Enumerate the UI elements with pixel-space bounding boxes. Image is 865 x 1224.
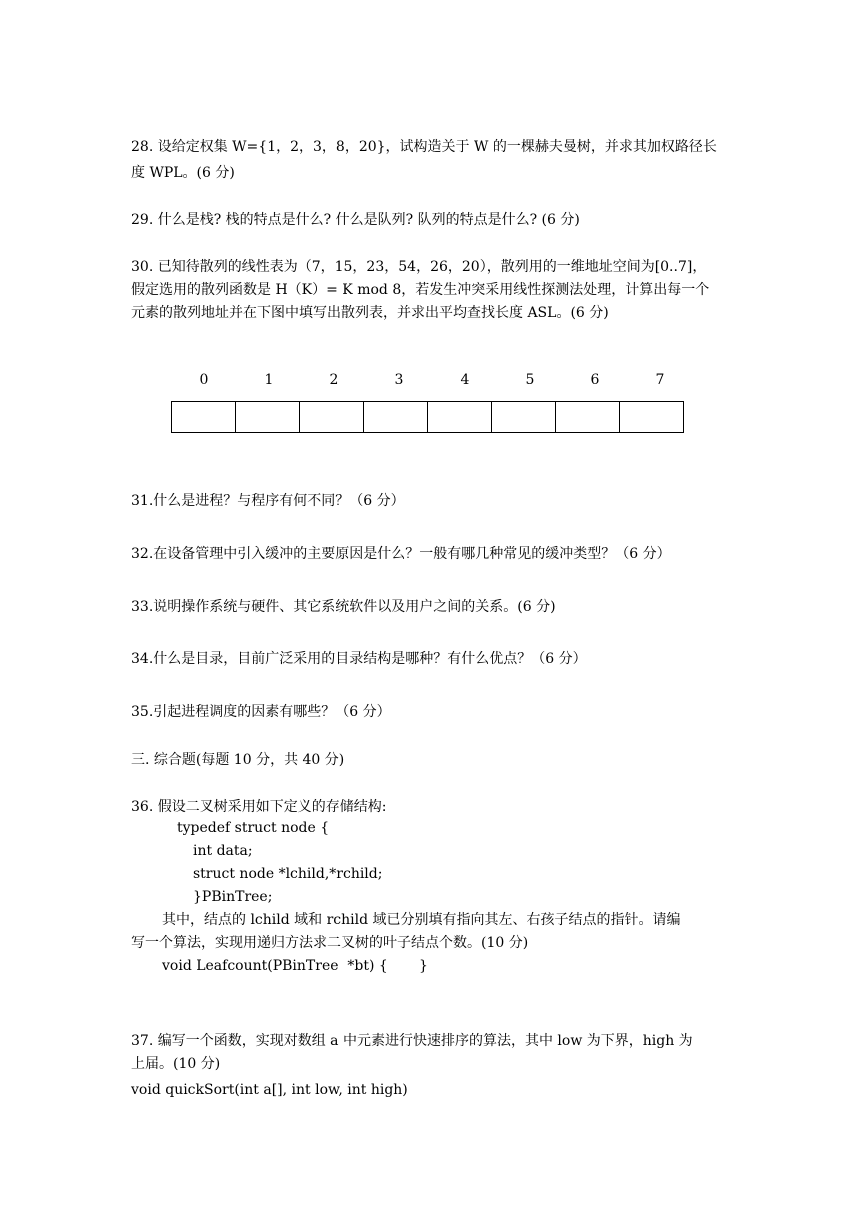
- question-31: 31.什么是进程？与程序有何不同？（6 分）: [131, 493, 405, 509]
- hash-index-2: 2: [329, 372, 339, 388]
- q36-code-leafcount: void Leafcount(PBinTree *bt) { }: [162, 958, 428, 974]
- hash-table: [171, 401, 684, 433]
- q36-code-data: int data;: [193, 843, 253, 859]
- q36-line1: 36. 假设二叉树采用如下定义的存储结构:: [131, 799, 387, 815]
- hash-cell-3[interactable]: [364, 402, 428, 433]
- section-3-title: 三. 综合题(每题 10 分，共 40 分): [131, 752, 345, 768]
- q37-line1: 37. 编写一个函数，实现对数组 a 中元素进行快速排序的算法，其中 low 为下界，high 为: [131, 1033, 693, 1049]
- hash-index-0: 0: [199, 372, 209, 388]
- hash-index-4: 4: [460, 372, 470, 388]
- question-29: 29. 什么是栈? 栈的特点是什么? 什么是队列? 队列的特点是什么? (6 分): [131, 212, 580, 228]
- q36-code-typedef: typedef struct node {: [177, 820, 330, 836]
- hash-index-6: 6: [590, 372, 600, 388]
- q30-line3: 元素的散列地址并在下图中填写出散列表，并求出平均查找长度 ASL。(6 分): [131, 305, 609, 321]
- hash-cell-7[interactable]: [620, 402, 684, 433]
- q36-line3: 写一个算法，实现用递归方法求二叉树的叶子结点个数。(10 分): [131, 935, 529, 951]
- q37-line2: 上届。(10 分): [131, 1056, 221, 1072]
- q28-line2: 度 WPL。(6 分): [131, 165, 235, 181]
- question-33: 33.说明操作系统与硬件、其它系统软件以及用户之间的关系。(6 分): [131, 599, 556, 615]
- hash-cell-6[interactable]: [556, 402, 620, 433]
- hash-index-7: 7: [655, 372, 665, 388]
- hash-index-5: 5: [525, 372, 535, 388]
- question-32: 32.在设备管理中引入缓冲的主要原因是什么？一般有哪几种常见的缓冲类型？（6 分）: [131, 546, 671, 562]
- q28-line1: 28. 设给定权集 W={1，2，3，8，20}，试构造关于 W 的一棵赫夫曼树，并求其加权路径长: [131, 139, 717, 155]
- q37-code-quicksort: void quickSort(int a[], int low, int high): [131, 1082, 408, 1098]
- question-34: 34.什么是目录，目前广泛采用的目录结构是哪种？有什么优点？（6 分）: [131, 651, 587, 667]
- hash-cell-0[interactable]: [172, 402, 236, 433]
- hash-cell-5[interactable]: [492, 402, 556, 433]
- hash-cell-2[interactable]: [300, 402, 364, 433]
- q36-code-close: }PBinTree;: [193, 889, 273, 905]
- hash-index-1: 1: [264, 372, 274, 388]
- hash-index-3: 3: [394, 372, 404, 388]
- q36-code-children: struct node *lchild,*rchild;: [193, 866, 383, 882]
- hash-cell-4[interactable]: [428, 402, 492, 433]
- q30-line1: 30. 已知待散列的线性表为（7，15，23，54，26，20），散列用的一维地址空间为[0..7]，: [131, 259, 707, 275]
- hash-cell-1[interactable]: [236, 402, 300, 433]
- q36-line2: 其中，结点的 lchild 域和 rchild 域已分别填有指向其左、右孩子结点的指针。请编: [162, 912, 681, 928]
- q30-line2: 假定选用的散列函数是 H（K）= K mod 8，若发生冲突采用线性探测法处理，计算出每一个: [131, 282, 710, 298]
- question-35: 35.引起进程调度的因素有哪些？（6 分）: [131, 704, 391, 720]
